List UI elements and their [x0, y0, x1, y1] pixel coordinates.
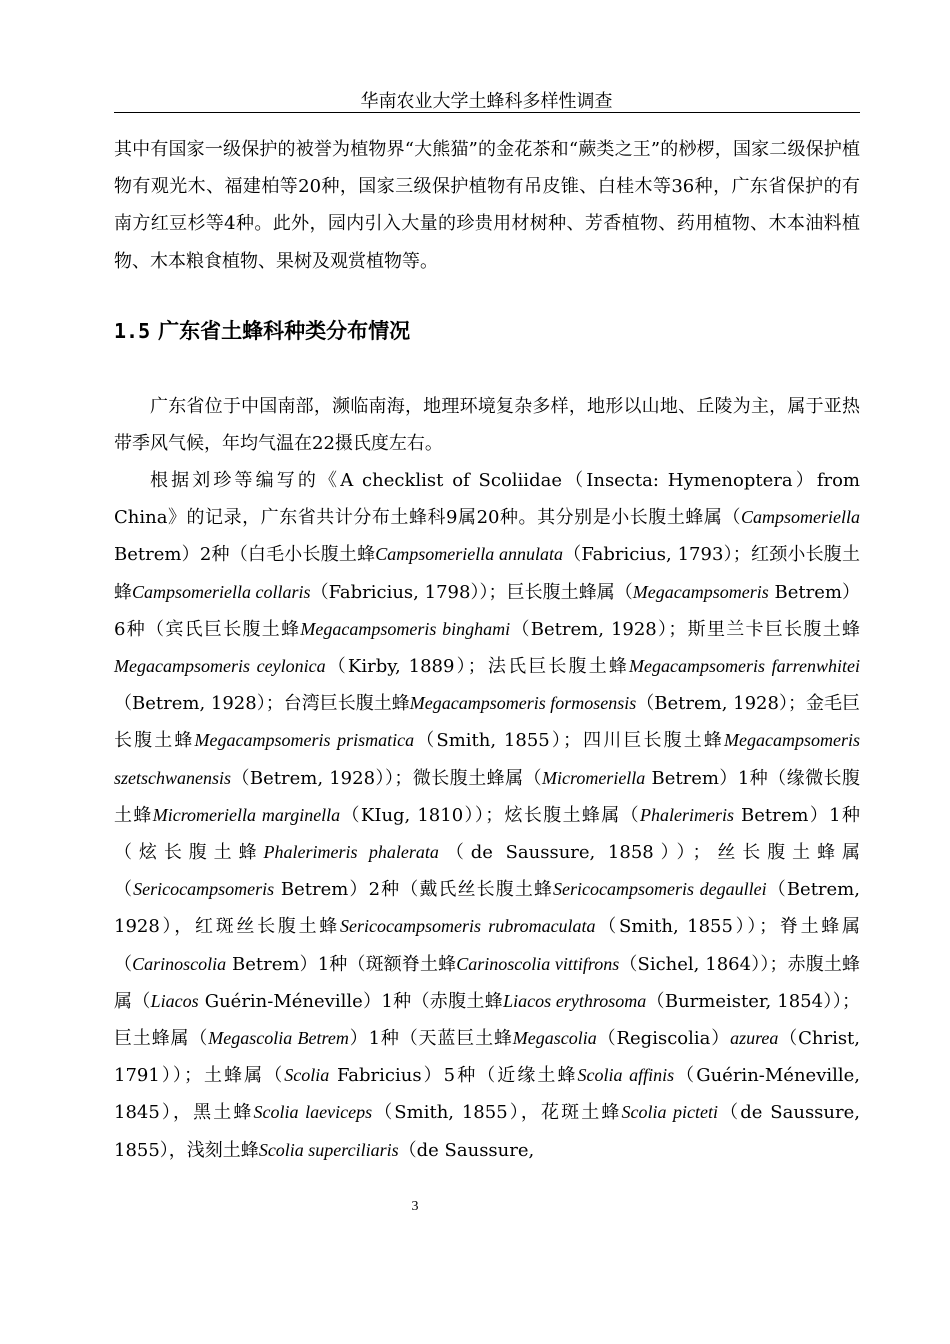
text-run: （Kirby, 1889）；法氏巨长腹土蜂 — [325, 656, 630, 678]
text-run: Guérin-Méneville）1种（赤腹土蜂 — [198, 990, 504, 1012]
taxon-name: Megacampsomeris prismatica — [194, 730, 415, 751]
text-run: （Burmeister, 1854））；巨土蜂属（ — [114, 990, 861, 1050]
intro-paragraph: 其中有国家一级保护的被誉为植物界“大熊猫”的金花茶和“蕨类之王”的桫椤，国家二级保护植物有观光木、福建柏等20种，国家三级保护植物有吊皮锥、白桂木等36种，广东省保护的有南方红豆杉等4种。此外，园内引入大量的珍贵用材树种、芳香植物、药用植物、木本油料植物、木本粮食植物、果树及观赏植物等。 — [114, 139, 860, 272]
text-run: （de Saussure, — [398, 1139, 535, 1161]
text-run: Betrem）2种（白毛小长腹土蜂 — [114, 544, 376, 566]
taxon-name: Megacampsomeris ceylonica — [114, 656, 326, 677]
taxon-name: Liacos erythrosoma — [503, 990, 647, 1011]
text-run: （Betrem, 1928）；台湾巨长腹土蜂 — [114, 693, 410, 715]
text-run: （Betrem, 1928）；斯里兰卡巨长腹土蜂 — [510, 618, 860, 640]
text-run: Fabricius）5种（近缘土蜂 — [329, 1065, 578, 1087]
taxon-name: Megacampsomeris farrenwhitei — [629, 656, 860, 677]
text-run: ）1种（天蓝巨土蜂 — [348, 1028, 513, 1050]
taxon-name: Megacampsomeris formosensis — [409, 693, 637, 714]
text-run: （Christ, 1791））；土蜂属（ — [114, 1028, 861, 1087]
text-run: （Fabricius, 1798））；巨长腹土蜂属（ — [310, 581, 633, 603]
text-run: Betrem）1种（炫长腹土蜂 — [114, 804, 860, 864]
text-run: （Betrem, 1928）；金毛巨长腹土蜂 — [114, 693, 860, 752]
text-run: （Guérin-Méneville, 1845），黑土蜂 — [114, 1065, 861, 1124]
taxon-name: Scolia picteti — [621, 1102, 719, 1123]
text-run: （Fabricius, 1793）；红颈小长腹土蜂 — [114, 544, 861, 603]
climate-paragraph: 广东省位于中国南部，濒临南海，地理环境复杂多样，地形以山地、丘陵为主，属于亚热带季风气候，年均气温在22摄氏度左右。 — [114, 396, 860, 455]
text-run: （de Saussure, 1858））；丝长腹土蜂属（ — [114, 842, 860, 901]
text-run: （Sichel, 1864））；赤腹土蜂属（ — [114, 953, 860, 1012]
text-run: Betrem）1种（缘微长腹土蜂 — [114, 767, 860, 826]
section-title: 广东省土蜂科种类分布情况 — [158, 319, 411, 343]
taxon-name: Megacampsomeris szetschwanensis — [114, 730, 861, 788]
text-run: Betrem）1种（斑额脊土蜂 — [226, 953, 457, 975]
text-run: （de Saussure, 1855），浅刻土蜂 — [114, 1102, 860, 1161]
taxon-name: Scolia — [284, 1065, 330, 1086]
taxon-name: Sericocampsomeris rubromaculata — [340, 916, 596, 937]
taxon-name: Scolia laeviceps — [253, 1102, 373, 1123]
taxon-name: Carinoscolia vittifrons — [456, 953, 620, 974]
taxon-name: Phalerimeris — [639, 804, 734, 825]
taxon-name: Scolia superciliaris — [258, 1139, 399, 1160]
taxon-name: azurea — [730, 1028, 779, 1049]
checklist-paragraph — [114, 462, 860, 1169]
text-run: Betrem）2种（戴氏丝长腹土蜂 — [274, 879, 554, 901]
taxon-name: Carinoscolia — [132, 953, 227, 974]
section-number: 1.5 — [114, 319, 151, 343]
running-header: 华南农业大学土蜂科多样性调查 — [360, 91, 613, 112]
text-run: （Smith, 1855））；脊土蜂属（ — [114, 916, 861, 975]
taxon-name: Scolia affinis — [577, 1065, 675, 1086]
taxon-name: Megacampsomeris binghami — [300, 618, 511, 639]
taxon-name: Micromeriella marginella — [152, 804, 341, 825]
taxon-name: Megacampsomeris — [632, 581, 769, 602]
taxon-name: Micromeriella — [542, 767, 646, 788]
taxon-name: Liacos — [150, 990, 199, 1011]
text-run: （Betrem, 1928））；微长腹土蜂属（ — [231, 767, 542, 789]
taxon-name: Campsomeriella annulata — [375, 544, 563, 565]
text-run: （KIug, 1810））；炫长腹土蜂属（ — [340, 804, 640, 826]
taxon-name: Campsomeriella collaris — [132, 581, 311, 602]
header-rule — [114, 112, 860, 113]
page-number: 3 — [411, 1199, 419, 1214]
taxon-name: Megascolia — [512, 1028, 597, 1049]
section-heading — [114, 316, 410, 346]
text-run: （Regiscolia） — [596, 1028, 731, 1050]
text-run: （Smith, 1855）；四川巨长腹土蜂 — [414, 730, 725, 752]
text-run: （Smith, 1855），花斑土蜂 — [372, 1102, 622, 1124]
text-run: Betrem）6种（宾氏巨长腹土蜂 — [114, 581, 860, 640]
text-run: 根据刘珍等编写的《A checklist of Scoliidae（Insecta: Hymenoptera）from China》的记录，广东省共计分布土蜂科9属20种。其分别是小长腹土蜂属（ — [114, 470, 860, 529]
taxon-name: Sericocampsomeris — [133, 879, 275, 900]
taxon-name: Phalerimeris phalerata — [263, 842, 439, 863]
text-run: （Betrem, 1928），红斑丝长腹土蜂 — [114, 879, 860, 938]
taxon-name: Megascolia Betrem — [208, 1028, 349, 1049]
taxon-name: Sericocampsomeris degaullei — [553, 879, 767, 900]
taxon-name: Campsomeriella — [741, 507, 860, 528]
